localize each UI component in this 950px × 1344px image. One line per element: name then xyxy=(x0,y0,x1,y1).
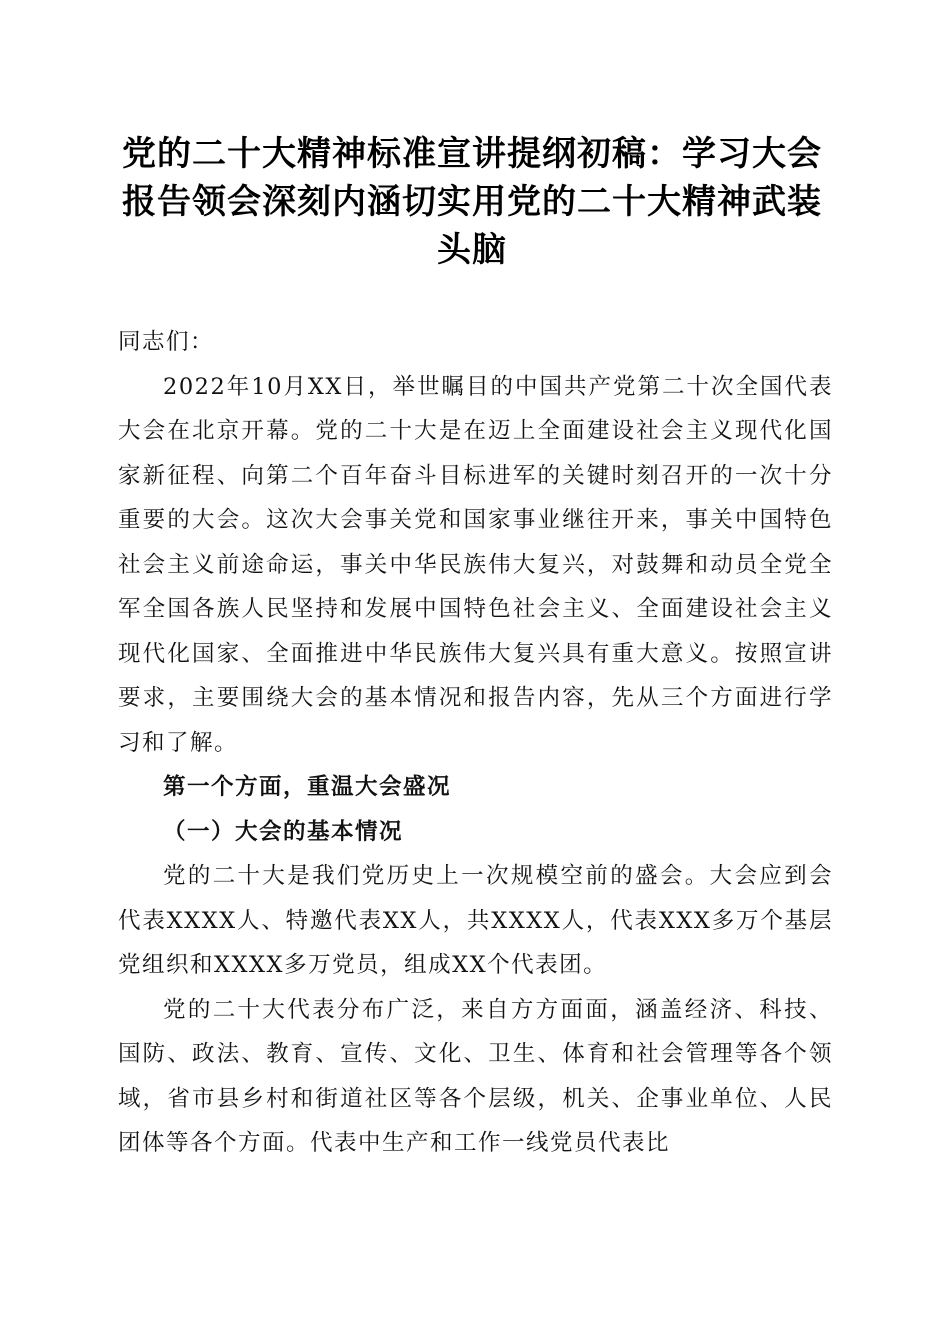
subsection-heading: （一）大会的基本情况 xyxy=(163,818,404,845)
document-body xyxy=(118,320,833,1166)
body-paragraph: 党的二十大是我们党历史上一次规模空前的盛会。大会应到会代表XXXX人、特邀代表XX人，共XXXX人，代表XXX多万个基层党组织和XXXX多万党员，组成XX个代表团。 xyxy=(118,863,833,978)
document-title: 党的二十大精神标准宣讲提纲初稿：学习大会报告领会深刻内涵切实用党的二十大精神武装头脑 xyxy=(122,134,822,270)
section-heading: 第一个方面，重温大会盛况 xyxy=(163,774,452,800)
body-paragraph: 党的二十大代表分布广泛，来自方方面面，涵盖经济、科技、国防、政法、教育、宣传、文化、卫生、体育和社会管理等各个领域，省市县乡村和街道社区等各个层级，机关、企事业单位、人民团体等各个方面。代表中生产和工作一线党员代表比 xyxy=(118,996,833,1156)
greeting: 同志们： xyxy=(118,329,215,355)
intro-paragraph: 2022年10月XX日，举世瞩目的中国共产党第二十次全国代表大会在北京开幕。党的二十大是在迈上全面建设社会主义现代化国家新征程、向第二个百年奋斗目标进军的关键时刻召开的一次十分重要的大会。这次大会事关党和国家事业继往开来，事关中国特色社会主义前途命运，事关中华民族伟大复兴，对鼓舞和动员全党全军全国各族人民坚持和发展中国特色社会主义、全面建设社会主义现代化国家、全面推进中华民族伟大复兴具有重大意义。按照宣讲要求，主要围绕大会的基本情况和报告内容，先从三个方面进行学习和了解。 xyxy=(118,373,833,756)
